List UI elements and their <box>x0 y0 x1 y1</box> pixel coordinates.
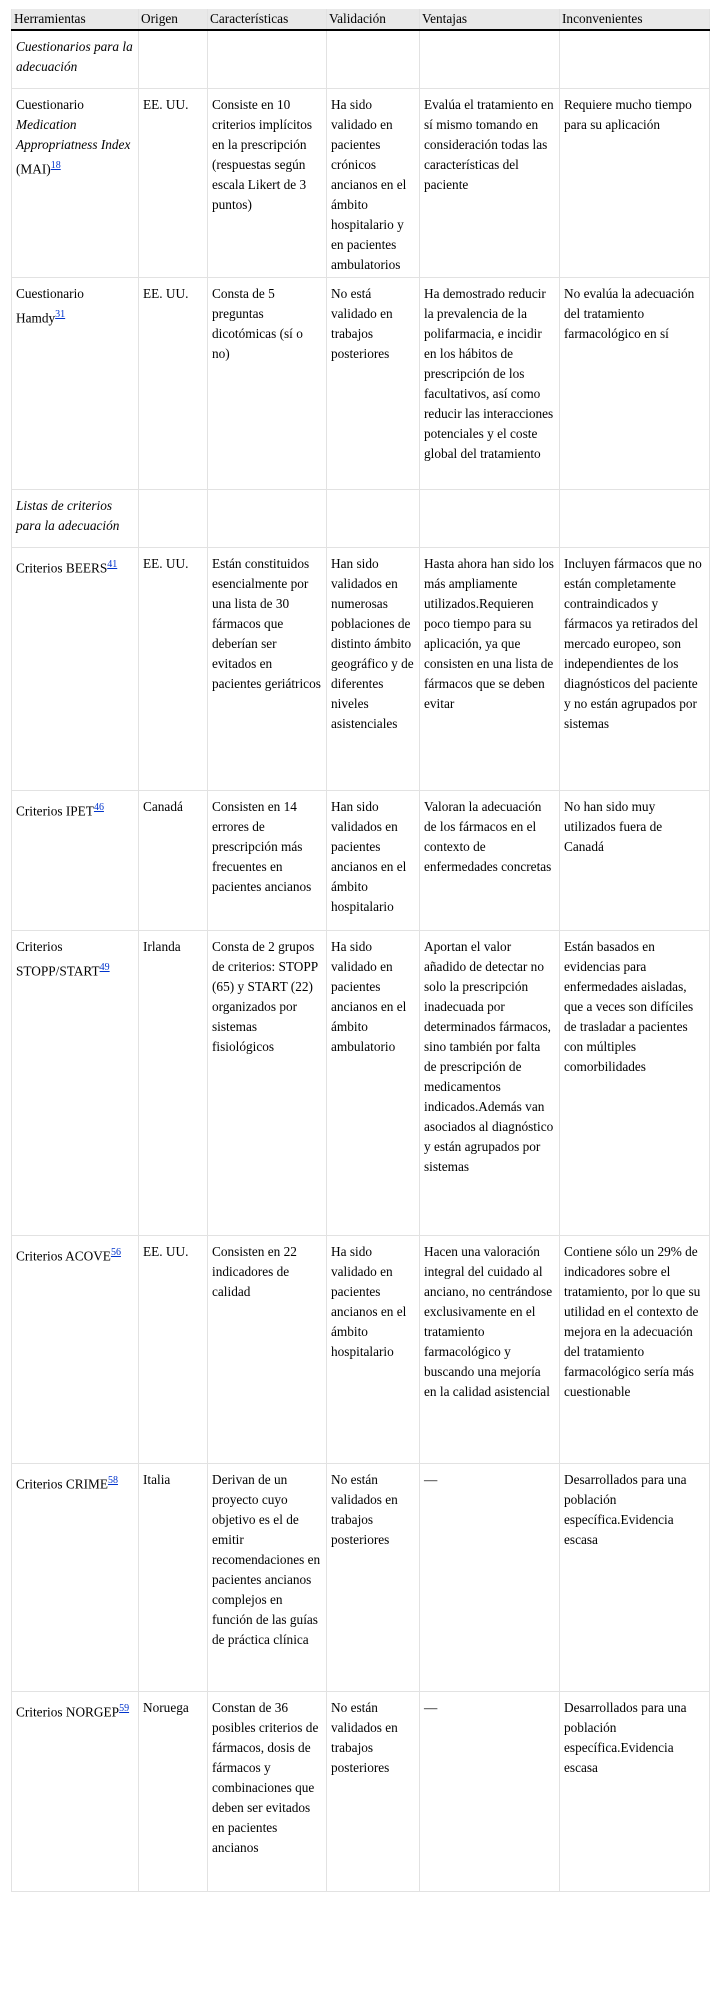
table-row <box>12 1235 710 1463</box>
origin-cell: Canadá <box>139 790 208 930</box>
header-validacion: Validación <box>327 9 420 30</box>
reference-link[interactable]: 49 <box>99 961 110 973</box>
advantages-cell: Aportan el valor añadido de detectar no solo la prescripción inadecuada por determinados fármacos, sino también por falta de prescripción de medicamentos indicados.Además van asociados al diagnóstico y están agrupados por sistemas <box>420 930 560 1235</box>
section-row <box>12 30 710 88</box>
advantages-cell: — <box>420 1691 560 1891</box>
reference-link[interactable]: 58 <box>107 1474 118 1486</box>
header-row <box>12 9 710 30</box>
tool-cell <box>12 790 139 930</box>
tool-cell <box>12 88 139 277</box>
table-row <box>12 1463 710 1691</box>
features-cell: Derivan de un proyecto cuyo objetivo es el de emitir recomendaciones en pacientes ancianos complejos en función de las guías de práctica clínica <box>208 1463 327 1691</box>
origin-cell: Noruega <box>139 1691 208 1891</box>
table-row <box>12 1691 710 1891</box>
advantages-cell: Hacen una valoración integral del cuidado al anciano, no centrándose exclusivamente en el tratamiento farmacológico y buscando una mejoría en la calidad asistencial <box>420 1235 560 1463</box>
reference-link[interactable]: 41 <box>107 558 118 570</box>
tool-name: Criterios STOPP/START <box>16 938 100 978</box>
drawbacks-cell: Desarrollados para una población específica.Evidencia escasa <box>560 1691 710 1891</box>
reference-link[interactable]: 18 <box>50 159 61 171</box>
table-row <box>12 547 710 790</box>
validation-cell: No está validado en trabajos posteriores <box>327 277 420 489</box>
drawbacks-cell: No evalúa la adecuación del tratamiento farmacológico en sí <box>560 277 710 489</box>
reference-superscript <box>51 159 61 171</box>
reference-superscript <box>111 1246 121 1258</box>
section-title: Listas de criterios para la adecuación <box>12 489 139 547</box>
features-cell: Consta de 2 grupos de criterios: STOPP (65) y START (22) organizados por sistemas fisiológicos <box>208 930 327 1235</box>
reference-superscript <box>119 1702 129 1714</box>
advantages-cell: Valoran la adecuación de los fármacos en el contexto de enfermedades concretas <box>420 790 560 930</box>
origin-cell: Italia <box>139 1463 208 1691</box>
header-ventajas: Ventajas <box>420 9 560 30</box>
empty-cell <box>560 489 710 547</box>
empty-cell <box>420 30 560 88</box>
header-origen: Origen <box>139 9 208 30</box>
reference-link[interactable]: 59 <box>119 1702 130 1714</box>
validation-cell: Han sido validados en pacientes ancianos en el ámbito hospitalario <box>327 790 420 930</box>
header-inconvenientes: Inconvenientes <box>560 9 710 30</box>
origin-cell: EE. UU. <box>139 547 208 790</box>
tool-cell <box>12 1691 139 1891</box>
drawbacks-cell: No han sido muy utilizados fuera de Canadá <box>560 790 710 930</box>
reference-superscript <box>94 801 104 813</box>
drawbacks-cell: Incluyen fármacos que no están completamente contraindicados y fármacos ya retirados del mercado europeo, son independientes de los diagnósticos del paciente y no están agrupados por sistemas <box>560 547 710 790</box>
criteria-table <box>11 9 710 1892</box>
validation-cell: Ha sido validado en pacientes ancianos en el ámbito hospitalario <box>327 1235 420 1463</box>
drawbacks-cell: Desarrollados para una población específica.Evidencia escasa <box>560 1463 710 1691</box>
origin-cell: Irlanda <box>139 930 208 1235</box>
features-cell: Están constituidos esencialmente por una lista de 30 fármacos que deberían ser evitados en pacientes geriátricos <box>208 547 327 790</box>
tool-cell <box>12 547 139 790</box>
validation-cell: Ha sido validado en pacientes ancianos en el ámbito ambulatorio <box>327 930 420 1235</box>
origin-cell: EE. UU. <box>139 277 208 489</box>
drawbacks-cell: Requiere mucho tiempo para su aplicación <box>560 88 710 277</box>
empty-cell <box>139 30 208 88</box>
section-row <box>12 489 710 547</box>
table-row <box>12 277 710 489</box>
tool-name: Criterios BEERS <box>16 559 108 575</box>
tool-name-italic: Medication Appropriatness Index <box>16 116 131 152</box>
empty-cell <box>560 30 710 88</box>
tool-name: Criterios NORGEP <box>16 1703 120 1719</box>
empty-cell <box>208 489 327 547</box>
validation-cell: No están validados en trabajos posteriores <box>327 1691 420 1891</box>
tool-name: Criterios CRIME <box>16 1475 108 1491</box>
reference-link[interactable]: 46 <box>93 801 104 813</box>
empty-cell <box>139 489 208 547</box>
tool-name: Criterios IPET <box>16 802 94 818</box>
features-cell: Constan de 36 posibles criterios de fármacos, dosis de fármacos y combinaciones que deben ser evitados en pacientes ancianos <box>208 1691 327 1891</box>
tool-cell <box>12 930 139 1235</box>
advantages-cell: Hasta ahora han sido los más ampliamente utilizados.Requieren poco tiempo para su aplicación, ya que consisten en una lista de fármacos que se deben evitar <box>420 547 560 790</box>
origin-cell: EE. UU. <box>139 1235 208 1463</box>
empty-cell <box>327 489 420 547</box>
validation-cell: No están validados en trabajos posteriores <box>327 1463 420 1691</box>
drawbacks-cell: Contiene sólo un 29% de indicadores sobre el tratamiento, por lo que su utilidad en el contexto de mejora en la adecuación del tratamiento farmacológico sería más cuestionable <box>560 1235 710 1463</box>
tool-name: Cuestionario Hamdy <box>16 285 84 325</box>
empty-cell <box>208 30 327 88</box>
origin-cell: EE. UU. <box>139 88 208 277</box>
header-caracteristicas: Características <box>208 9 327 30</box>
advantages-cell: Evalúa el tratamiento en sí mismo tomando en consideración todas las características del paciente <box>420 88 560 277</box>
tool-name: Cuestionario <box>16 96 84 112</box>
tool-cell <box>12 277 139 489</box>
tool-cell <box>12 1463 139 1691</box>
advantages-cell: — <box>420 1463 560 1691</box>
reference-superscript <box>107 558 117 570</box>
reference-link[interactable]: 56 <box>110 1246 121 1258</box>
table-row <box>12 88 710 277</box>
table-row <box>12 930 710 1235</box>
tool-name-suffix: (MAI) <box>16 160 51 176</box>
reference-superscript <box>108 1474 118 1486</box>
advantages-cell: Ha demostrado reducir la prevalencia de la polifarmacia, e incidir en los hábitos de prescripción de los facultativos, así como reducir las interacciones potenciales y el coste global del tratamiento <box>420 277 560 489</box>
features-cell: Consisten en 14 errores de prescripción más frecuentes en pacientes ancianos <box>208 790 327 930</box>
empty-cell <box>327 30 420 88</box>
header-herramientas: Herramientas <box>12 9 139 30</box>
validation-cell: Ha sido validado en pacientes crónicos ancianos en el ámbito hospitalario y en pacientes ambulatorios <box>327 88 420 277</box>
features-cell: Consiste en 10 criterios implícitos en la prescripción (respuestas según escala Likert de 3 puntos) <box>208 88 327 277</box>
empty-cell <box>420 489 560 547</box>
drawbacks-cell: Están basados en evidencias para enfermedades aisladas, que a veces son difíciles de trasladar a pacientes con múltiples comorbilidades <box>560 930 710 1235</box>
table-row <box>12 790 710 930</box>
reference-link[interactable]: 31 <box>55 308 66 320</box>
reference-superscript <box>55 308 65 320</box>
features-cell: Consta de 5 preguntas dicotómicas (sí o no) <box>208 277 327 489</box>
section-title: Cuestionarios para la adecuación <box>12 30 139 88</box>
tool-name: Criterios ACOVE <box>16 1247 111 1263</box>
features-cell: Consisten en 22 indicadores de calidad <box>208 1235 327 1463</box>
reference-superscript <box>100 961 110 973</box>
tool-cell <box>12 1235 139 1463</box>
validation-cell: Han sido validados en numerosas poblaciones de distinto ámbito geográfico y de diferentes niveles asistenciales <box>327 547 420 790</box>
